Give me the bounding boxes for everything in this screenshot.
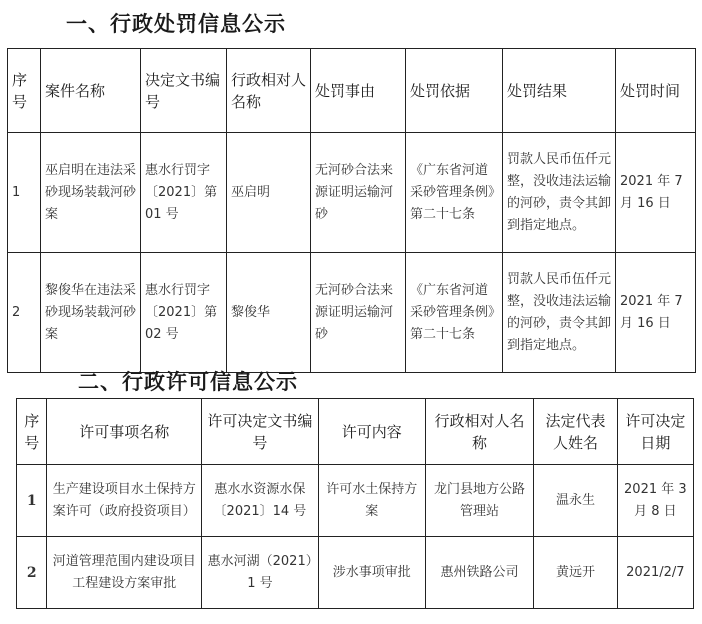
table-cell: 无河砂合法来源证明运输河砂 <box>311 133 406 253</box>
table-cell: 河道管理范围内建设项目工程建设方案审批 <box>47 537 202 609</box>
table-cell: 罚款人民币伍仟元整，没收违法运输的河砂，责令其卸到指定地点。 <box>503 133 616 253</box>
table-cell: 惠水行罚字〔2021〕第 02 号 <box>141 253 227 373</box>
column-header: 许可决定日期 <box>617 399 693 465</box>
table-cell: 2021 年 7 月 16 日 <box>616 253 696 373</box>
table-cell: 惠州铁路公司 <box>425 537 534 609</box>
column-header: 处罚依据 <box>406 49 503 133</box>
column-header: 处罚结果 <box>503 49 616 133</box>
table-cell: 2021 年 7 月 16 日 <box>616 133 696 253</box>
table-cell: 2021/2/7 <box>617 537 693 609</box>
penalty-table <box>7 48 696 373</box>
table-cell: 生产建设项目水土保持方案许可（政府投资项目） <box>47 465 202 537</box>
table-cell: 惠水水资源水保〔2021〕14 号 <box>201 465 318 537</box>
license-table <box>16 398 694 609</box>
table-cell: 2 <box>8 253 41 373</box>
table-cell: 无河砂合法来源证明运输河砂 <box>311 253 406 373</box>
table-cell: 惠水河湖（2021）1 号 <box>201 537 318 609</box>
table-cell: 龙门县地方公路管理站 <box>425 465 534 537</box>
section-heading-license: 二、行政许可信息公示 <box>78 370 298 394</box>
column-header: 许可内容 <box>318 399 425 465</box>
table-cell: 1 <box>8 133 41 253</box>
column-header: 许可事项名称 <box>47 399 202 465</box>
column-header: 决定文书编号 <box>141 49 227 133</box>
column-header: 处罚事由 <box>311 49 406 133</box>
table-cell: 温永生 <box>534 465 617 537</box>
table-row <box>17 537 694 609</box>
table-row <box>8 133 696 253</box>
section-heading-penalty: 一、行政处罚信息公示 <box>66 12 286 36</box>
column-header: 序号 <box>8 49 41 133</box>
column-header: 许可决定文书编号 <box>201 399 318 465</box>
table-cell: 2 <box>17 537 47 609</box>
table-cell: 巫启明在违法采砂现场装载河砂案 <box>41 133 141 253</box>
table-cell: 罚款人民币伍仟元整，没收违法运输的河砂，责令其卸到指定地点。 <box>503 253 616 373</box>
table-cell: 许可水土保持方案 <box>318 465 425 537</box>
table-cell: 1 <box>17 465 47 537</box>
table-cell: 惠水行罚字〔2021〕第 01 号 <box>141 133 227 253</box>
table-row <box>8 253 696 373</box>
table-header-row <box>8 49 696 133</box>
column-header: 案件名称 <box>41 49 141 133</box>
table-row <box>17 465 694 537</box>
table-cell: 2021 年 3 月 8 日 <box>617 465 693 537</box>
column-header: 序号 <box>17 399 47 465</box>
column-header: 行政相对人名称 <box>227 49 311 133</box>
column-header: 行政相对人名称 <box>425 399 534 465</box>
table-cell: 《广东省河道采砂管理条例》第二十七条 <box>406 133 503 253</box>
table-header-row <box>17 399 694 465</box>
table-cell: 黎俊华 <box>227 253 311 373</box>
column-header: 处罚时间 <box>616 49 696 133</box>
column-header: 法定代表人姓名 <box>534 399 617 465</box>
table-cell: 黄远开 <box>534 537 617 609</box>
table-cell: 《广东省河道采砂管理条例》第二十七条 <box>406 253 503 373</box>
table-cell: 巫启明 <box>227 133 311 253</box>
table-cell: 涉水事项审批 <box>318 537 425 609</box>
table-cell: 黎俊华在违法采砂现场装载河砂案 <box>41 253 141 373</box>
